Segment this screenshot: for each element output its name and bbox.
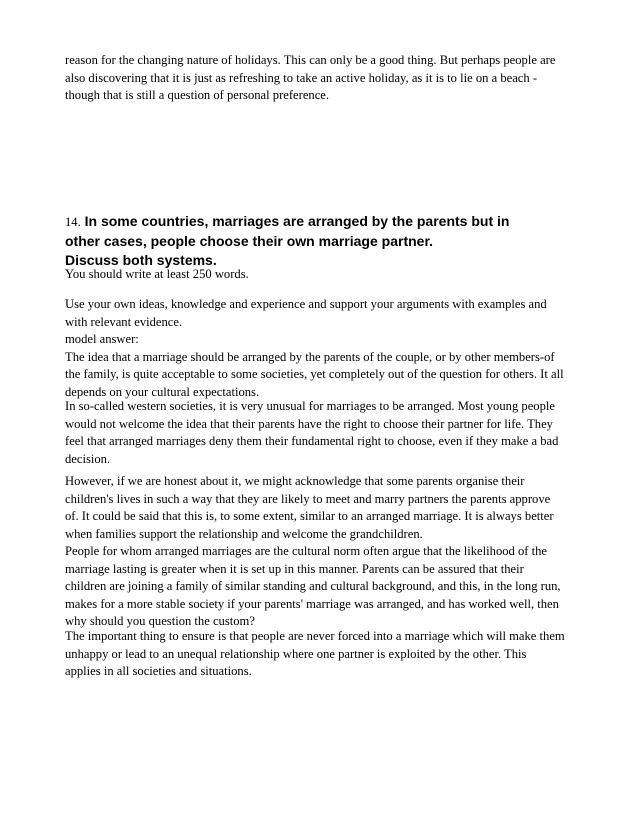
text-line: You should write at least 250 words. (65, 267, 249, 281)
paragraph (65, 296, 575, 402)
paragraph (65, 628, 575, 681)
text-line: would not welcome the idea that their parents have the right to choose their partner for life. They (65, 416, 553, 431)
text-line: with relevant evidence. (65, 314, 183, 329)
text-line: reason for the changing nature of holidays. This can only be a good thing. But perhaps people are (65, 53, 556, 67)
question-number: 14. (65, 215, 81, 229)
text-line: makes for a more stable society if your parents' marriage was arranged, and has worked well, then (65, 596, 559, 611)
text-line: In so-called western societies, it is very unusual for marriages to be arranged. Most young people (65, 399, 555, 413)
text-line: also discovering that it is just as refreshing to take an active holiday, as it is to lie on a beach - (65, 70, 538, 85)
text-line: feel that arranged marriages deny them their fundamental right to choose, even if they make a bad (65, 434, 559, 449)
text-line: though that is still a question of personal preference. (65, 88, 330, 103)
text-line: of. It could be said that this is, to some extent, similar to an arranged marriage. It is always better (65, 509, 554, 524)
text-line: the family, is quite acceptable to some societies, yet completely out of the question for others. It all (65, 367, 564, 382)
top-paragraph (65, 52, 575, 105)
model-answer-label: model answer: (65, 332, 139, 347)
paragraph (65, 543, 575, 631)
text-line: Use your own ideas, knowledge and experience and support your arguments with examples and (65, 297, 547, 311)
text-line: decision. (65, 451, 111, 466)
text-line: applies in all societies and situations. (65, 664, 252, 679)
question-text-line: other cases, people choose their own marriage partner. (65, 232, 434, 249)
paragraph (65, 473, 575, 543)
text-line: People for whom arranged marriages are the cultural norm often argue that the likelihood of the (65, 544, 548, 558)
question-line (65, 212, 575, 232)
text-line: The important thing to ensure is that people are never forced into a marriage which will make them (65, 629, 565, 643)
text-line: children's lives in such a way that they are likely to meet and marry partners the parents approve (65, 491, 551, 506)
text-line: marriage lasting is greater when it is set up in this manner. Parents can be assured that their (65, 561, 524, 576)
paragraph (65, 398, 575, 468)
question-text-line: Discuss both systems. (65, 252, 217, 268)
text-line: when families support the relationship and welcome the grandchildren. (65, 526, 423, 541)
text-line: children are joining a family of similar standing and cultural background, and this, in the long run, (65, 579, 561, 594)
text-line: depends on your cultural expectations. (65, 384, 260, 399)
word-count-instruction (65, 266, 575, 284)
essay-question (65, 212, 575, 271)
text-line: why should you question the custom? (65, 614, 255, 629)
text-line: unhappy or lead to an unequal relationship where one partner is exploited by the other. This (65, 646, 527, 661)
question-text-line: In some countries, marriages are arranged by the parents but in (84, 213, 510, 229)
text-line: However, if we are honest about it, we might acknowledge that some parents organise their (65, 474, 525, 488)
text-line: The idea that a marriage should be arranged by the parents of the couple, or by other members-of (65, 349, 555, 364)
